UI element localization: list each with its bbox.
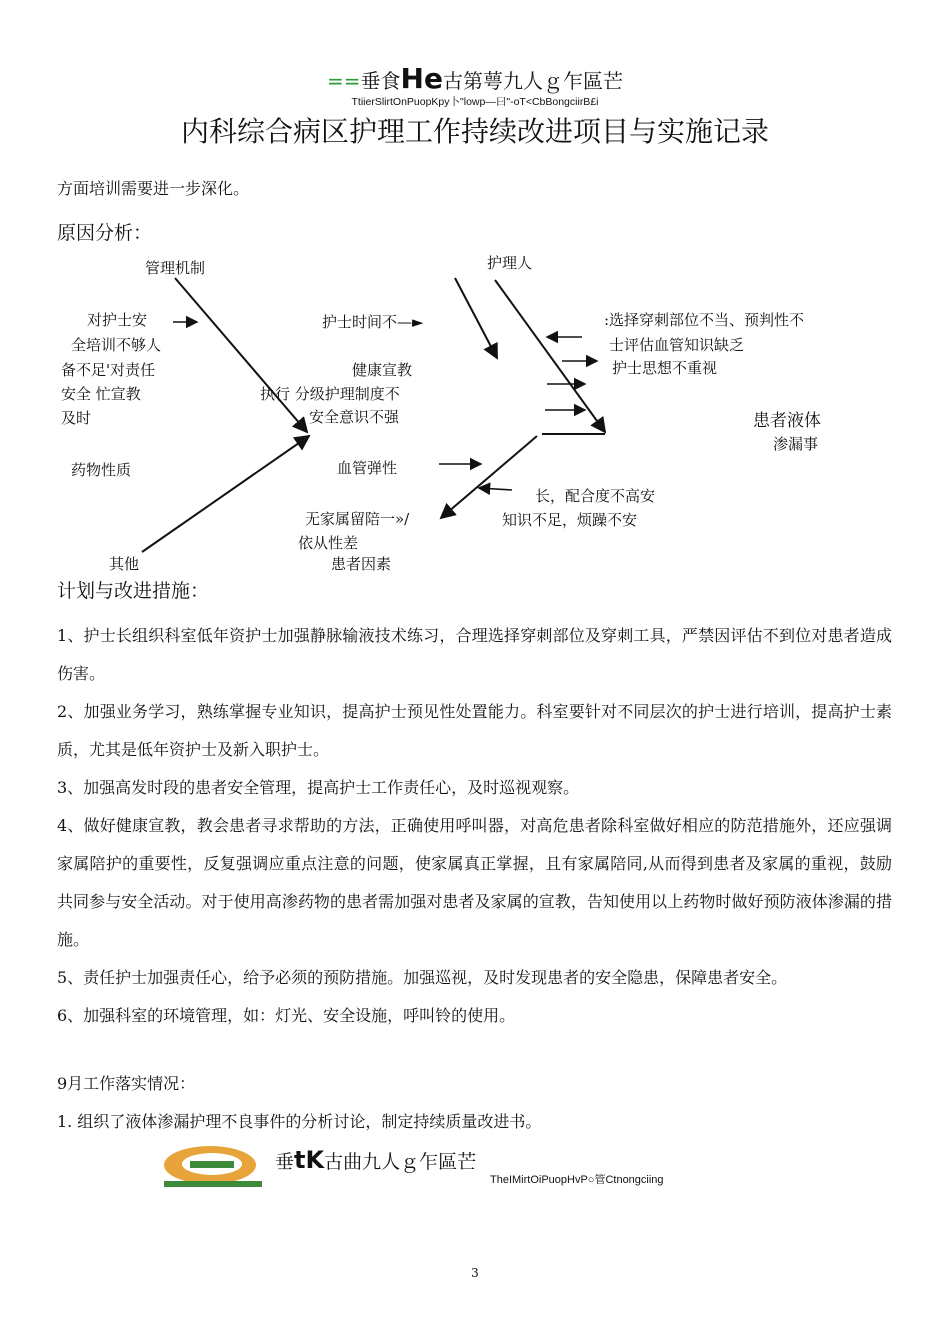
arrow-p1 — [479, 488, 512, 490]
label-other: 其他 — [109, 555, 140, 573]
label-vessel: 血管弹性 — [337, 459, 398, 477]
header-text-c: 古第萼九人ｇ乍區芒 — [442, 69, 623, 93]
measure-item: 2、加强业务学习，熟练掌握专业知识，提高护士预见性处置能力。科室要针对不同层次的护士进行培训，提高护士素质，尤其是低年资护士及新入职护士。 — [57, 702, 892, 759]
bone-other — [142, 436, 309, 552]
bone-mgmt — [175, 278, 307, 432]
measure-item: 6、加强科室的环境管理，如：灯光、安全设施，呼叫铃的使用。 — [57, 1006, 516, 1025]
label-n1: :选择穿刺部位不当、预判性不 — [604, 311, 805, 329]
hospital-logo-icon — [160, 1143, 268, 1189]
label-comply: 依从性差 — [298, 534, 359, 552]
label-patient-1: 长，配合度不高安 — [535, 487, 656, 505]
label-mgmt-c3: 安全意识不强 — [309, 408, 400, 426]
header-subline: TtiierSlirtOnPuopKpy卜"lowp—曰"-oT<CbBongciirB£i — [351, 96, 599, 108]
intro-text: 方面培训需要进一步深化。 — [57, 179, 250, 198]
footer-text-c: 古曲九人ｇ乍區芒 — [324, 1151, 477, 1173]
measures-list — [57, 617, 892, 1035]
bone-nurse-a — [455, 278, 497, 358]
label-mgmt-c1c: 备不足'对责任 — [61, 361, 156, 379]
measure-item: 4、做好健康宣教，教会患者寻求帮助的方法，正确使用呼叫器，对高危患者除科室做好相应的防范措施外，还应强调家属陪护的重要性，反复强调应重点注意的问题，使家属真正掌握，且有家属陪同,从而得到患者及家属的重视，鼓励共同参与安全活动。对于使用高渗药物的患者需加强对患者及家属的宣教，告知使用以上药物时做好预防液体渗漏的措施。 — [57, 816, 892, 949]
document-header — [0, 62, 950, 109]
plan-heading: 计划与改进措施： — [57, 580, 210, 602]
label-effect-1: 患者液体 — [753, 411, 821, 431]
label-edu: 健康宣教 — [352, 361, 413, 379]
label-time: 护士时间不—► — [322, 313, 424, 331]
label-mgmt-c1d: 安全 忙宣教 — [61, 385, 141, 403]
analysis-heading: 原因分析： — [57, 222, 153, 244]
measure-item: 5、责任护士加强责任心，给予必须的预防措施。加强巡视，及时发现患者的安全隐患，保障患者安全。 — [57, 968, 788, 987]
label-mgmt: 管理机制 — [145, 259, 206, 277]
label-mgmt-c1a: 对护士安 — [87, 311, 148, 329]
label-effect-2: 渗漏事 — [773, 435, 819, 453]
header-text-a: 垂食 — [360, 69, 401, 93]
label-n2: 士评估血管知识缺乏 — [609, 336, 745, 354]
label-mgmt-c2: 执行 分级护理制度不 — [260, 385, 400, 403]
header-text-b: He — [400, 62, 443, 95]
label-mgmt-c1e: 及时 — [61, 409, 92, 427]
measure-item: 3、加强高发时段的患者安全管理，提高护士工作责任心，及时巡视观察。 — [57, 778, 580, 797]
measure-item: 1、护士长组织科室低年资护士加强静脉输液技术练习，合理选择穿刺部位及穿刺工具，严禁因评估不到位对患者造成伤害。 — [57, 626, 892, 683]
label-n3: 护士思想不重视 — [612, 359, 718, 377]
footer-brand-line — [275, 1146, 476, 1174]
september-heading: 9月工作落实情况： — [57, 1074, 196, 1093]
label-drug: 药物性质 — [71, 461, 132, 479]
footer-text-a: 垂 — [275, 1151, 295, 1173]
label-mgmt-c1b: 全培训不够人 — [71, 336, 162, 354]
page-title: 内科综合病区护理工作持续改进项目与实施记录 — [180, 115, 769, 148]
footer-subline: TheIMirtOiPuopHvP○管Ctnongciing — [490, 1174, 664, 1186]
footer-text-b: tK — [294, 1146, 325, 1174]
label-patient-factors: 患者因素 — [331, 555, 392, 573]
fishbone-diagram — [57, 250, 877, 575]
label-nurse-staff: 护理人 — [487, 254, 533, 272]
header-eq: == — [327, 69, 361, 93]
september-item: 1. 组织了液体渗漏护理不良事件的分析讨论，制定持续质量改进书。 — [57, 1112, 542, 1131]
page-number: 3 — [471, 1266, 479, 1280]
label-family: 无家属留陪一»/ — [305, 510, 410, 528]
header-brand-line — [0, 62, 950, 95]
label-patient-2: 知识不足，烦躁不安 — [502, 511, 638, 529]
bone-patient — [441, 436, 537, 518]
